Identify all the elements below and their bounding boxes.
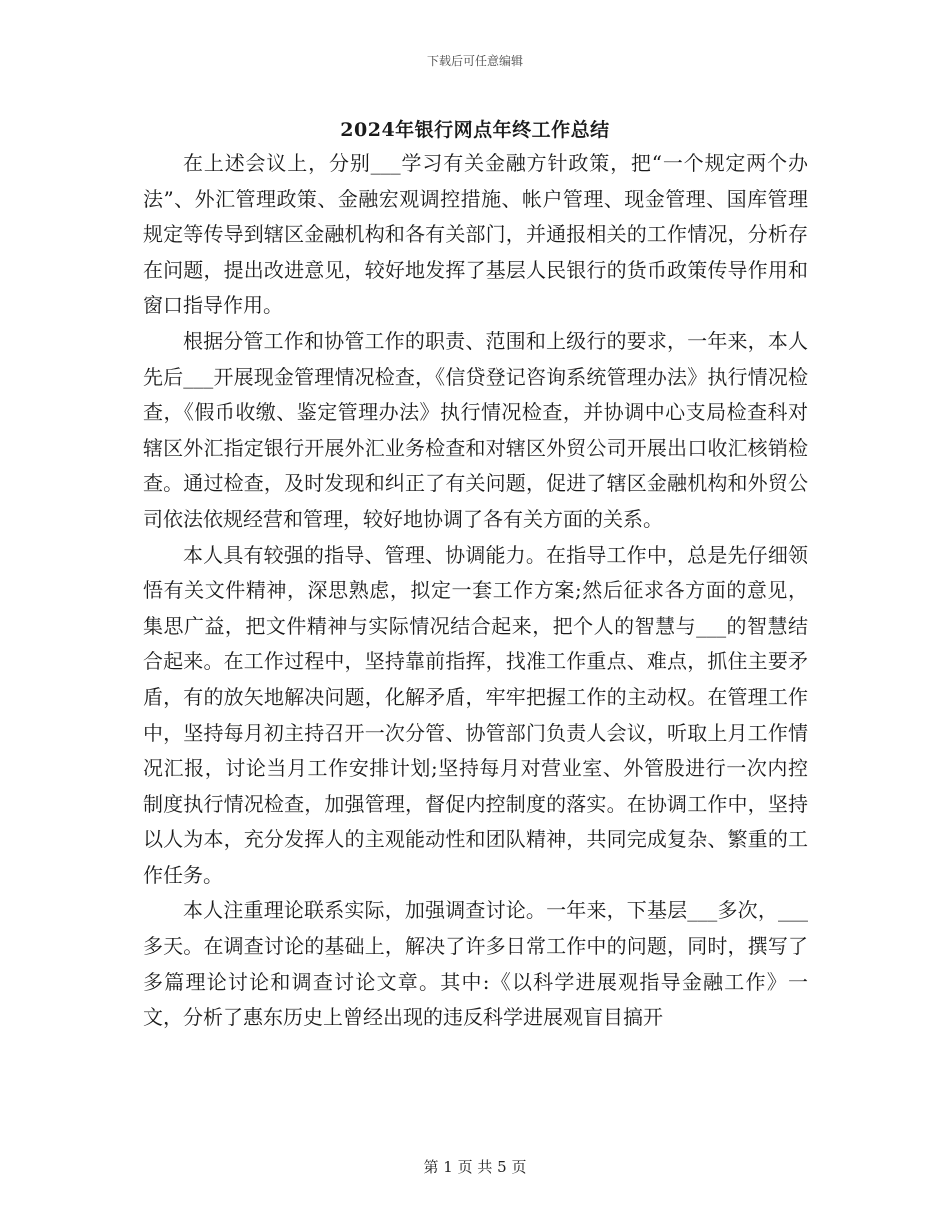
page-number: 第 1 页 共 5 页 bbox=[423, 1158, 527, 1176]
document-title: 2024年银行网点年终工作总结 bbox=[340, 119, 610, 141]
page-header-note: 下载后可任意编辑 bbox=[426, 54, 523, 68]
paragraph-2: 根据分管工作和协管工作的职责、范围和上级行的要求，一年来，本人先后___开展现金管理情况检查，《信贷登记咨询系统管理办法》执行情况检查，《假币收缴、鉴定管理办法》执行情况检查，并协调中心支局检查科对辖区外汇指定银行开展外汇业务检查和对辖区外贸公司开展出口收汇核销检查。通过检查，及时发现和纠正了有关问题，促进了辖区金融机构和外贸公司依法依规经营和管理，较好地协调了各有关方面的关系。 bbox=[143, 328, 808, 531]
paragraph-3: 本人具有较强的指导、管理、协调能力。在指导工作中，总是先仔细领悟有关文件精神，深思熟虑，拟定一套工作方案;然后征求各方面的意见，集思广益，把文件精神与实际情况结合起来，把个人的智慧与___的智慧结合起来。在工作过程中，坚持靠前指挥，找准工作重点、难点，抓住主要矛盾，有的放矢地解决问题，化解矛盾，牢牢把握工作的主动权。在管理工作中，坚持每月初主持召开一次分管、协管部门负责人会议，听取上月工作情况汇报，讨论当月工作安排计划;坚持每月对营业室、外管股进行一次内控制度执行情况检查，加强管理，督促内控制度的落实。在协调工作中，坚持以人为本，充分发挥人的主观能动性和团队精神，共同完成复杂、繁重的工作任务。 bbox=[143, 542, 808, 887]
document-body bbox=[143, 146, 808, 1036]
paragraph-1: 在上述会议上，分别___学习有关金融方针政策，把“一个规定两个办法”、外汇管理政策、金融宏观调控措施、帐户管理、现金管理、国库管理规定等传导到辖区金融机构和各有关部门，并通报相关的工作情况，分析存在问题，提出改进意见，较好地发挥了基层人民银行的货币政策传导作用和窗口指导作用。 bbox=[143, 151, 808, 318]
paragraph-4: 本人注重理论联系实际，加强调查讨论。一年来，下基层___多次，___多天。在调查讨论的基础上，解决了许多日常工作中的问题，同时，撰写了多篇理论讨论和调查讨论文章。其中:《以科学进展观指导金融工作》一文，分析了惠东历史上曾经出现的违反科学进展观盲目搞开 bbox=[143, 898, 808, 1030]
